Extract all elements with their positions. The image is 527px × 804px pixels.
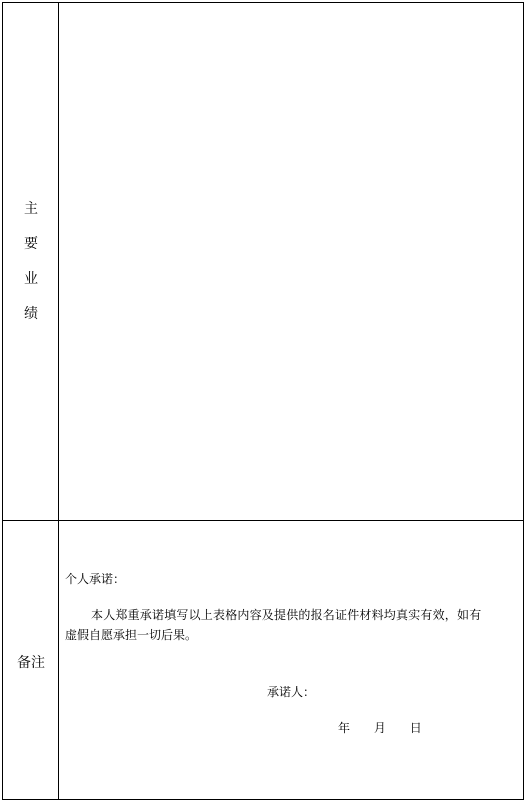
commitment-body-line-1: 本人郑重承诺填写以上表格内容及提供的报名证件材料均真实有效，如有 bbox=[91, 608, 482, 622]
achievements-row bbox=[3, 3, 523, 521]
date-day-label: 日 bbox=[409, 721, 422, 735]
signatory-label: 承诺人： bbox=[267, 685, 316, 699]
achievements-label-char: 主 bbox=[24, 201, 38, 217]
achievements-label-char: 要 bbox=[24, 236, 38, 252]
achievements-label-char: 绩 bbox=[24, 306, 38, 322]
achievements-label bbox=[3, 200, 59, 340]
achievements-content-cell[interactable] bbox=[59, 3, 523, 520]
remarks-row bbox=[3, 521, 523, 799]
remarks-label-cell bbox=[3, 521, 59, 799]
date-year-label: 年 bbox=[338, 721, 351, 735]
date-month-label: 月 bbox=[373, 721, 386, 735]
achievements-label-cell bbox=[3, 3, 59, 520]
commitment-body-line-2: 虚假自愿承担一切后果。 bbox=[65, 628, 198, 642]
remarks-content-cell bbox=[59, 521, 523, 799]
achievements-label-char: 业 bbox=[24, 271, 38, 287]
commitment-heading: 个人承诺： bbox=[65, 572, 126, 586]
remarks-label: 备注 bbox=[17, 655, 45, 671]
date-line bbox=[338, 720, 422, 736]
registration-form-table bbox=[2, 2, 524, 800]
